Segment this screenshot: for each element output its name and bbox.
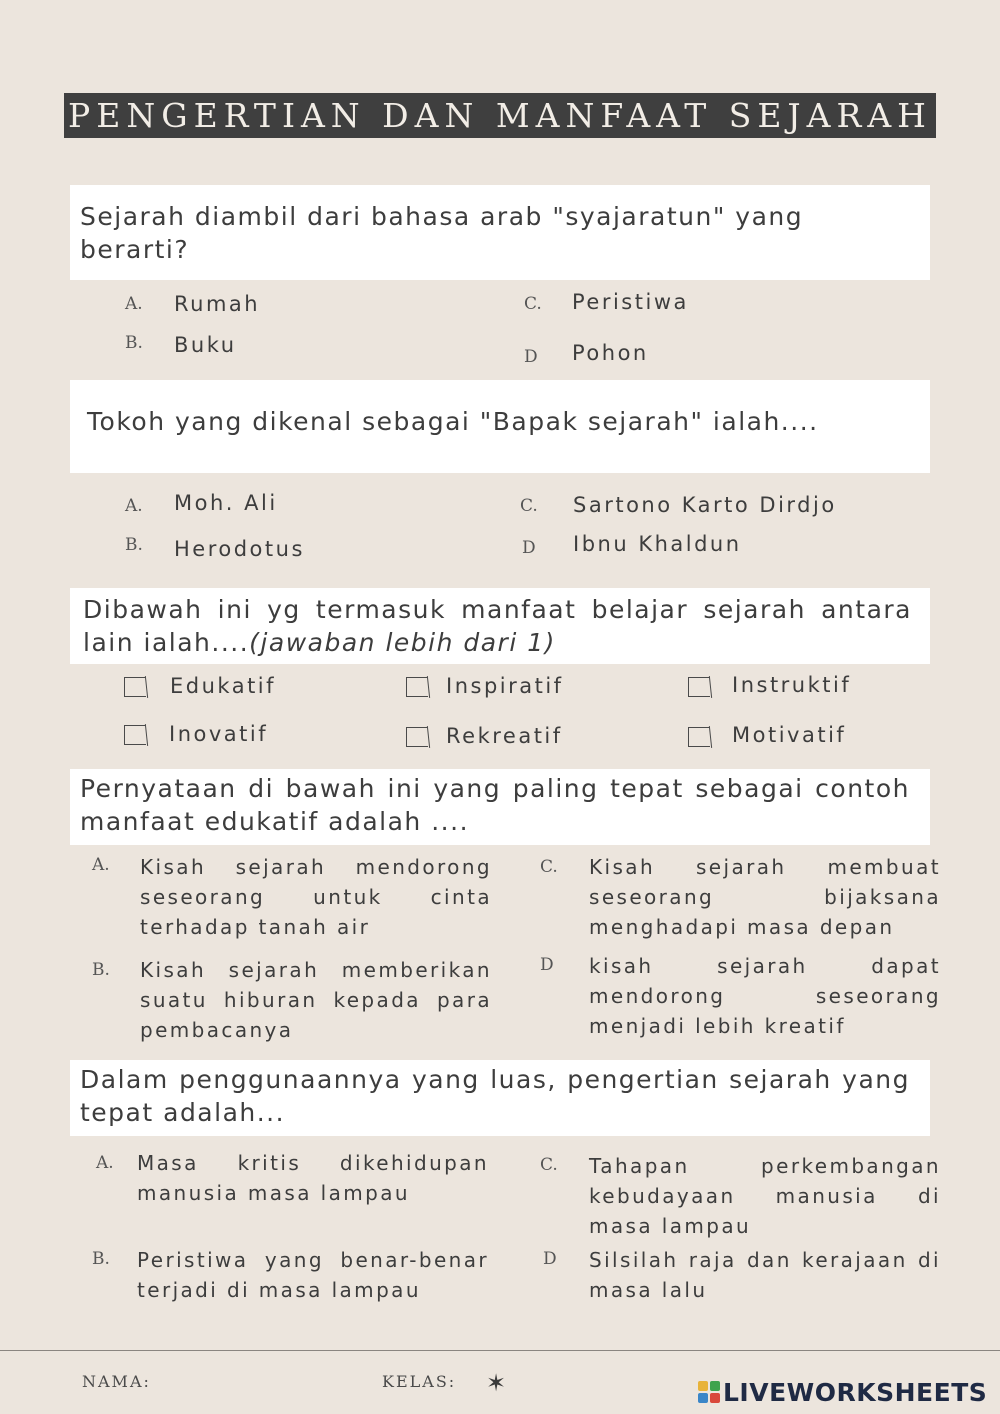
brand-name: LIVEWORKSHEETS [723,1378,988,1407]
q4-option-b[interactable]: Kisah sejarah memberikan suatu hiburan kepada para pembacanya [140,958,492,1042]
page-title: PENGERTIAN DAN MANFAAT SEJARAH [64,93,936,138]
q1-option-c[interactable]: Peristiwa [572,290,689,314]
question-4-text [70,769,930,845]
question-5-text [70,1060,930,1136]
q2-option-a-letter: A. [125,496,143,516]
q4-option-b-letter: B. [92,960,110,980]
class-label: KELAS: [382,1372,457,1391]
question-4-label: Pernyataan di bawah ini yang paling tepat sebagai contoh manfaat edukatif adalah .... [80,774,910,836]
q2-option-c[interactable]: Sartono Karto Dirdjo [573,493,837,517]
q5-option-c-letter: C. [540,1155,558,1175]
q2-option-b-letter: B. [125,535,143,555]
checkbox-label-instruktif: Instruktif [732,673,852,697]
q2-option-d[interactable]: Ibnu Khaldun [573,532,742,556]
q4-option-d[interactable]: kisah sejarah dapat mendorong seseorang menjadi lebih kreatif [589,954,941,1038]
q1-option-b[interactable]: Buku [174,333,237,357]
name-label: NAMA: [82,1372,151,1391]
q5-option-a-letter: A. [96,1153,114,1173]
checkbox-rekreatif[interactable] [406,727,428,747]
q4-option-c[interactable]: Kisah sejarah membuat seseorang bijaksana menghadapi masa depan [589,855,941,939]
q5-option-d[interactable]: Silsilah raja dan kerajaan di masa lalu [589,1248,941,1302]
q4-option-a[interactable]: Kisah sejarah mendorong seseorang untuk cinta terhadap tanah air [140,855,492,939]
question-1-text [70,185,930,280]
q1-option-d[interactable]: Pohon [572,341,649,365]
q4-option-c-letter: C. [540,857,558,877]
question-2-label: Tokoh yang dikenal sebagai "Bapak sejarah" ialah.... [87,407,819,436]
liveworksheets-logo-icon [698,1381,720,1403]
q5-option-d-letter: D [543,1249,557,1269]
checkbox-label-rekreatif: Rekreatif [446,724,563,748]
checkbox-inspiratif[interactable] [406,677,428,697]
q2-option-c-letter: C. [520,496,538,516]
q1-option-c-letter: C. [524,294,542,314]
checkbox-motivatif[interactable] [688,727,710,747]
checkbox-edukatif[interactable] [124,677,146,697]
q5-option-b[interactable]: Peristiwa yang benar-benar terjadi di masa lampau [137,1248,489,1302]
q2-option-a[interactable]: Moh. Ali [174,491,278,515]
checkbox-label-edukatif: Edukatif [170,674,277,698]
footer-divider [0,1350,1000,1351]
question-3-label: Dibawah ini yg termasuk manfaat belajar sejarah antara lain ialah.... [83,595,912,657]
q5-option-c[interactable]: Tahapan perkembangan kebudayaan manusia di masa lampau [589,1154,941,1238]
checkbox-label-inovatif: Inovatif [169,722,269,746]
q5-option-a[interactable]: Masa kritis dikehidupan manusia masa lampau [137,1151,489,1205]
sparkle-icon: ✶ [486,1369,507,1397]
checkbox-instruktif[interactable] [688,677,710,697]
q1-option-a[interactable]: Rumah [174,292,261,316]
q1-option-b-letter: B. [125,333,143,353]
q5-option-b-letter: B. [92,1249,110,1269]
q2-option-d-letter: D [522,538,536,558]
checkbox-label-inspiratif: Inspiratif [446,674,564,698]
q1-option-a-letter: A. [125,294,143,314]
q1-option-d-letter: D [524,347,538,367]
question-5-label: Dalam penggunaannya yang luas, pengertian sejarah yang tepat adalah... [80,1065,910,1127]
q2-option-b[interactable]: Herodotus [174,537,305,561]
question-2-text [70,380,930,473]
q4-option-a-letter: A. [92,855,110,875]
question-3-text [70,588,930,664]
question-3-note: (jawaban lebih dari 1) [249,628,556,657]
checkbox-label-motivatif: Motivatif [732,723,847,747]
question-1-label: Sejarah diambil dari bahasa arab "syajaratun" yang berarti? [80,202,804,264]
checkbox-inovatif[interactable] [124,725,146,745]
liveworksheets-logo [698,1378,987,1407]
q4-option-d-letter: D [540,955,554,975]
